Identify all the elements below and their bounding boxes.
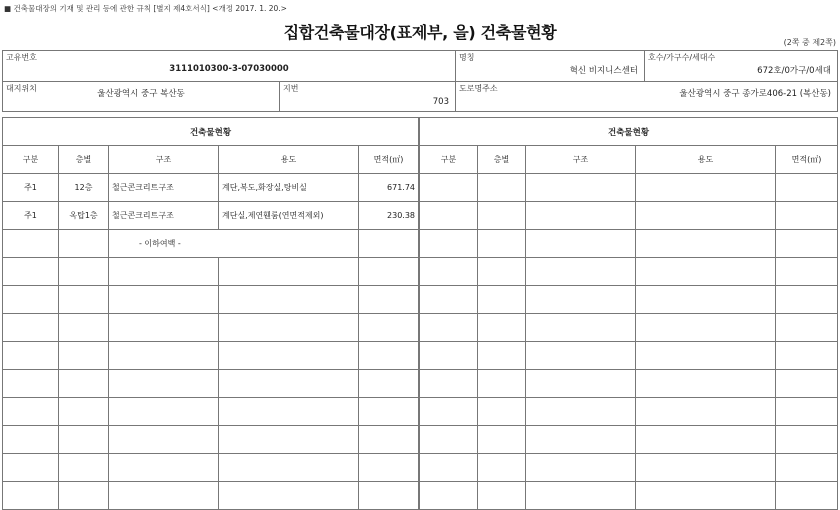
name-cell bbox=[456, 51, 645, 82]
location-cell bbox=[3, 82, 280, 112]
lot-label: 지번 bbox=[283, 84, 299, 93]
name-value: 혁신 비지니스센터 bbox=[569, 66, 638, 76]
table-row bbox=[3, 454, 838, 482]
col-header-floor: 층별 bbox=[59, 146, 109, 174]
road-value: 울산광역시 중구 종가로406-21 (복산동) bbox=[679, 89, 831, 99]
unique-no-cell bbox=[3, 51, 456, 82]
cell-area: 671.74 bbox=[359, 174, 419, 202]
table-row bbox=[3, 314, 838, 342]
unique-no-value: 3111010300-3-07030000 bbox=[169, 64, 289, 74]
table-row bbox=[3, 286, 838, 314]
cell-floor: 옥탑1층 bbox=[59, 202, 109, 230]
name-label: 명칭 bbox=[459, 53, 475, 62]
cell-use: 계단,복도,화장실,탕비실 bbox=[219, 174, 359, 202]
cell-structure: 철근콘크리트구조 bbox=[109, 174, 219, 202]
col-header-structure: 구조 bbox=[526, 146, 636, 174]
col-header-area: 면적(㎡) bbox=[776, 146, 838, 174]
left-section-title: 건축물현황 bbox=[3, 118, 419, 146]
road-label: 도로명주소 bbox=[459, 84, 498, 93]
unique-no-label: 고유번호 bbox=[6, 53, 37, 62]
page-title: 집합건축물대장(표제부, 을) 건축물현황 bbox=[283, 23, 557, 42]
form-note: ■ 건축물대장의 기재 및 관리 등에 관한 규칙 [별지 제4호서식] <개정 2017. 1. 20.> bbox=[4, 4, 287, 13]
building-status-table bbox=[2, 117, 838, 510]
cell-floor: 12층 bbox=[59, 174, 109, 202]
lot-cell bbox=[280, 82, 456, 112]
info-table-row1 bbox=[2, 50, 838, 82]
info-table-row2 bbox=[2, 81, 838, 112]
col-header-floor: 층별 bbox=[478, 146, 526, 174]
col-header-use: 용도 bbox=[636, 146, 776, 174]
col-header-area: 면적(㎡) bbox=[359, 146, 419, 174]
location-value: 울산광역시 중구 복산동 bbox=[97, 89, 185, 99]
col-header-structure: 구조 bbox=[109, 146, 219, 174]
table-row bbox=[3, 398, 838, 426]
units-value: 672호/0가구/0세대 bbox=[757, 66, 831, 76]
cell-structure: 철근콘크리트구조 bbox=[109, 202, 219, 230]
cell-area: 230.38 bbox=[359, 202, 419, 230]
cell-type: 주1 bbox=[3, 174, 59, 202]
table-row bbox=[3, 482, 838, 510]
table-row bbox=[3, 174, 838, 202]
road-cell bbox=[456, 82, 838, 112]
col-header-use: 용도 bbox=[219, 146, 359, 174]
right-section-title: 건축물현황 bbox=[420, 118, 838, 146]
table-row bbox=[3, 230, 838, 258]
location-label: 대지위치 bbox=[6, 84, 37, 93]
table-row bbox=[3, 258, 838, 286]
cell-use: 계단실,제연휀룸(연면적제외) bbox=[219, 202, 359, 230]
table-row bbox=[3, 342, 838, 370]
table-row bbox=[3, 426, 838, 454]
col-header-type: 구분 bbox=[3, 146, 59, 174]
end-mark: - 이하여백 - bbox=[109, 230, 359, 258]
cell-type: 주1 bbox=[3, 202, 59, 230]
table-row bbox=[3, 202, 838, 230]
col-header-type: 구분 bbox=[420, 146, 478, 174]
units-cell bbox=[645, 51, 838, 82]
page-info: (2쪽 중 제2쪽) bbox=[783, 38, 836, 47]
lot-value: 703 bbox=[432, 97, 449, 107]
units-label: 호수/가구수/세대수 bbox=[648, 53, 716, 62]
table-row bbox=[3, 370, 838, 398]
